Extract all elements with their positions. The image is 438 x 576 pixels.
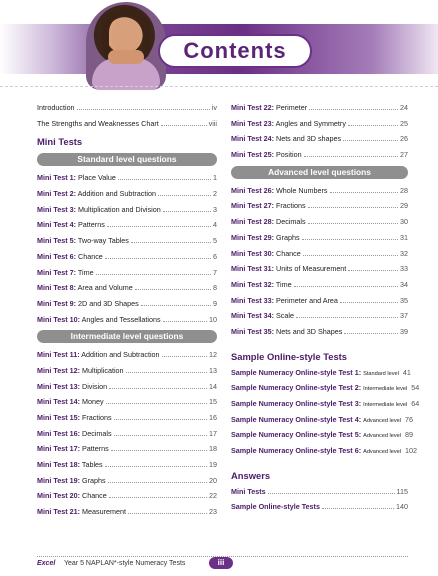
toc-entry-number: Mini Test 15: [37, 413, 80, 422]
toc-entry-page: 9 [213, 298, 217, 308]
advanced-list [231, 183, 408, 340]
toc-entry-label: Measurement [82, 507, 126, 517]
toc-entry-number: Mini Test 25: [231, 150, 274, 160]
toc-entry-number: Mini Test 14: [37, 397, 80, 407]
toc-entry-label: Area and Volume [77, 283, 133, 293]
toc-entry-number: Mini Test 13: [37, 381, 80, 391]
page-title: Contents [158, 34, 312, 68]
toc-entry-label: Position [276, 150, 302, 160]
dot-leader [111, 450, 207, 451]
toc-entry-number: Sample Numeracy Online-style Test 4: [231, 414, 362, 424]
dot-leader [296, 317, 398, 318]
toc-entry-label: Division [82, 381, 108, 391]
toc-entry-page: 25 [400, 118, 408, 128]
toc-entry-label: Scale [276, 311, 294, 321]
toc-entry-page: 33 [400, 264, 408, 274]
toc-entry-page: 102 [405, 446, 418, 456]
standard-list [37, 170, 217, 327]
toc-entry-number: Mini Test 17: [37, 444, 80, 454]
toc-entry[interactable] [231, 293, 408, 309]
toc-entry-number: Mini Test 32: [231, 279, 274, 289]
toc-entry[interactable] [37, 202, 217, 218]
toc-entry-page: 32 [400, 248, 408, 258]
page-footer [37, 556, 408, 571]
toc-entry-label: Units of Measurement [276, 264, 347, 274]
toc-entry[interactable] [231, 380, 420, 396]
toc-entry-label: Decimals [82, 428, 112, 438]
toc-entry-page: 41 [402, 367, 411, 377]
dot-leader [348, 270, 398, 271]
sample-list [231, 365, 420, 459]
toc-entry-number: Mini Test 20: [37, 491, 80, 501]
dot-leader [109, 388, 207, 389]
toc-entry-label: Tables [81, 460, 103, 470]
intermediate-level-heading: Intermediate level questions [37, 330, 217, 343]
toc-entry-page: 39 [400, 326, 408, 336]
toc-entry[interactable] [37, 363, 217, 379]
toc-entry-page: 29 [400, 201, 408, 211]
dot-leader [126, 372, 207, 373]
excel-logo: Excel [37, 560, 56, 567]
girl-photo [86, 2, 166, 90]
dot-leader [135, 289, 211, 290]
toc-entry-label: Perimeter [276, 103, 308, 112]
standard-level-heading: Standard level questions [37, 153, 217, 166]
toc-entry-page: 14 [209, 381, 217, 391]
toc-entry-label: Nets and 3D shapes [276, 134, 342, 144]
toc-entry-page: 20 [209, 475, 217, 485]
intermediate-list [37, 347, 217, 520]
toc-entry[interactable] [37, 394, 217, 410]
toc-entry-number: Mini Test 5: [37, 236, 77, 246]
toc-entry[interactable] [231, 214, 408, 230]
toc-entry[interactable] [231, 308, 408, 324]
intermediate-cont-list [231, 100, 408, 163]
dot-leader [107, 226, 211, 227]
toc-entry-page: 26 [400, 134, 408, 144]
toc-entry-number: Mini Tests [231, 486, 266, 496]
toc-entry-label: Multiplication [82, 365, 124, 375]
toc-entry-number: Mini Test 29: [231, 232, 274, 242]
toc-entry-page: 34 [400, 279, 408, 289]
toc-entry-label: Whole Numbers [276, 185, 328, 195]
dot-leader [114, 419, 207, 420]
toc-entry-number: Mini Test 35: [231, 326, 274, 336]
toc-entry-number: Mini Test 6: [37, 251, 77, 261]
toc-entry-number: Mini Test 12: [37, 365, 80, 375]
dot-leader [162, 356, 207, 357]
dot-leader [158, 195, 211, 196]
toc-entry-label: Standard level [363, 370, 399, 377]
dot-leader [308, 223, 398, 224]
toc-entry[interactable] [37, 265, 217, 281]
toc-entry-number: Mini Test 3: [37, 204, 77, 214]
toc-entry-label: Chance [276, 248, 301, 258]
toc-entry-label: Perimeter and Area [276, 295, 338, 305]
toc-entry-number: Mini Test 33: [231, 295, 274, 305]
dot-leader [294, 286, 398, 287]
dot-leader [268, 493, 395, 494]
toc-entry-page: 19 [209, 460, 217, 470]
toc-entry-label: Addition and Subtraction [77, 189, 156, 199]
dot-leader [348, 125, 398, 126]
toc-entry[interactable] [37, 426, 217, 442]
dot-leader [304, 156, 398, 157]
toc-entry-number: Mini Test 24: [231, 134, 274, 144]
answers-heading: Answers [231, 469, 271, 481]
toc-entry-page: 76 [405, 414, 414, 424]
toc-entry[interactable] [37, 457, 217, 473]
answers-list [231, 484, 408, 515]
dot-leader [302, 239, 398, 240]
toc-entry-number: Mini Test 26: [231, 185, 274, 195]
toc-entry-page: 15 [209, 397, 217, 407]
toc-entry-number: Mini Test 1: [37, 173, 77, 183]
toc-entry[interactable] [37, 379, 217, 395]
dot-leader [105, 258, 211, 259]
toc-entry-label: Graphs [276, 232, 300, 242]
toc-entry-label: Nets and 3D Shapes [276, 326, 343, 336]
toc-entry-label: Patterns [82, 444, 109, 454]
dot-leader [106, 403, 207, 404]
toc-entry[interactable] [231, 183, 408, 199]
toc-entry[interactable] [231, 484, 408, 500]
toc-entry-number: Mini Test 21: [37, 507, 80, 517]
toc-entry-label: Angles and Tessellations [81, 314, 161, 324]
toc-entry-number: Mini Test 28: [231, 217, 274, 227]
toc-entry[interactable]: The Strengths and Weaknesses Chart viii [37, 118, 217, 128]
toc-entry-number: Sample Numeracy Online-style Test 1: [231, 367, 362, 377]
toc-entry-page: 140 [396, 502, 408, 512]
toc-entry-label: Addition and Subtraction [81, 350, 160, 360]
toc-entry[interactable] [231, 365, 411, 381]
dot-leader [96, 274, 211, 275]
toc-entry-page: 4 [213, 220, 217, 230]
toc-entry[interactable] [37, 441, 217, 457]
toc-entry-page: 27 [400, 150, 408, 160]
toc-entry-number: Mini Test 23: [231, 118, 274, 128]
toc-entry-number: Mini Test 8: [37, 283, 77, 293]
toc-entry[interactable] [231, 100, 408, 116]
toc-entry-label: Chance [78, 251, 103, 261]
toc-entry-page: 16 [209, 413, 217, 422]
toc-entry-label: Advanced level [363, 417, 402, 424]
toc-entry-label: Chance [82, 491, 107, 501]
toc-entry[interactable] [231, 443, 418, 459]
toc-entry-number: Mini Test 16: [37, 428, 80, 438]
dot-leader [309, 109, 398, 110]
dot-leader [303, 255, 398, 256]
toc-entry-label: Advanced level [363, 449, 402, 456]
toc-entry[interactable] [231, 116, 408, 132]
toc-entry-page: 2 [213, 189, 217, 199]
page-number: iii [209, 557, 233, 569]
toc-entry-number: Mini Test 4: [37, 220, 77, 230]
toc-entry[interactable] [37, 410, 217, 426]
dot-leader [105, 466, 207, 467]
toc-entry-label: Fractions [82, 413, 112, 422]
toc-entry-page: 12 [209, 350, 217, 360]
right-column [231, 100, 420, 515]
toc-entry[interactable] [37, 473, 217, 489]
sample-tests-heading: Sample Online-style Tests [231, 350, 348, 362]
toc-entry-label: Multiplication and Division [78, 204, 161, 214]
toc-entry-label: Patterns [78, 220, 105, 230]
toc-entry[interactable] [231, 412, 414, 428]
toc-entry[interactable] [231, 261, 408, 277]
dot-leader [330, 192, 398, 193]
toc-entry-number: Mini Test 2: [37, 189, 77, 199]
dot-leader [131, 242, 211, 243]
toc-entry-number: Mini Test 19: [37, 475, 80, 485]
toc-entry-label: Angles and Symmetry [275, 118, 346, 128]
toc-entry-page: 13 [209, 365, 217, 375]
intro-list [37, 100, 217, 131]
toc-entry[interactable] [231, 131, 408, 147]
toc-entry[interactable] [37, 347, 217, 363]
toc-entry-page: 31 [400, 232, 408, 242]
toc-entry-number: Mini Test 11: [37, 350, 80, 360]
mini-tests-heading: Mini Tests [37, 136, 83, 148]
toc-entry-number: Mini Test 30: [231, 248, 274, 258]
toc-entry-page: 35 [400, 295, 408, 305]
toc-entry-page: 24 [400, 103, 408, 112]
toc-entry-number: Mini Test 27: [231, 201, 274, 211]
toc-entry-number: Sample Numeracy Online-style Test 3: [231, 399, 362, 408]
toc-entry-page: 23 [209, 507, 217, 517]
toc-entry-label: Two-way Tables [77, 236, 129, 246]
toc-entry-number: Mini Test 9: [37, 298, 77, 308]
dot-leader [163, 321, 207, 322]
toc-entry[interactable]: Introduction iv [37, 103, 217, 112]
header-divider [0, 86, 438, 88]
toc-entry[interactable] [37, 170, 217, 186]
toc-entry-number: Mini Test 22: [231, 103, 274, 112]
toc-entry-label: Fractions [276, 201, 306, 211]
toc-entry-page: 37 [400, 311, 408, 321]
dot-leader [343, 140, 398, 141]
toc-entry-page: 22 [209, 491, 217, 501]
toc-entry[interactable] [231, 198, 408, 214]
toc-entry[interactable] [37, 488, 217, 504]
toc-entry-label: Graphs [82, 475, 106, 485]
toc-entry[interactable] [231, 499, 408, 515]
toc-entry-page: 8 [213, 283, 217, 293]
toc-entry-number: Mini Test 18: [37, 460, 80, 470]
toc-entry-label: 2D and 3D Shapes [78, 298, 139, 308]
toc-entry-page: 115 [396, 486, 408, 496]
toc-entry[interactable] [37, 296, 217, 312]
toc-entry[interactable] [231, 324, 408, 340]
toc-entry-page: 54 [411, 383, 420, 393]
toc-entry-page: 64 [411, 399, 420, 408]
toc-entry[interactable] [231, 147, 408, 163]
toc-entry[interactable] [37, 186, 217, 202]
toc-entry-label: Money [82, 397, 104, 407]
dot-leader [141, 305, 211, 306]
toc-entry-label: Advanced level [363, 433, 402, 440]
toc-entry[interactable] [231, 396, 420, 412]
toc-entry[interactable] [231, 230, 408, 246]
toc-entry-page: 5 [213, 236, 217, 246]
toc-entry-label: Intermediate level [363, 402, 408, 408]
advanced-level-heading: Advanced level questions [231, 166, 408, 179]
dot-leader [344, 333, 398, 334]
toc-entry[interactable] [231, 246, 408, 262]
toc-entry-number: Mini Test 7: [37, 267, 77, 277]
toc-entry-page: 6 [213, 251, 217, 261]
toc-entry-number: Sample Numeracy Online-style Test 6: [231, 446, 362, 456]
toc-entry[interactable] [231, 277, 408, 293]
toc-entry-number: Sample Numeracy Online-style Test 5: [231, 430, 362, 440]
toc-entry-page: 7 [213, 267, 217, 277]
toc-entry[interactable] [231, 427, 414, 443]
toc-entry[interactable] [37, 233, 217, 249]
toc-entry-label: Intermediate level [363, 386, 408, 393]
toc-entry[interactable] [37, 312, 217, 328]
dot-leader [114, 435, 207, 436]
toc-entry[interactable] [37, 504, 217, 520]
book-title: Year 5 NAPLAN*-style Numeracy Tests [64, 560, 186, 567]
toc-entry[interactable] [37, 280, 217, 296]
toc-entry-number: Sample Online-style Tests [231, 502, 320, 512]
toc-entry-page: 17 [209, 428, 217, 438]
toc-entry-number: Mini Test 34: [231, 311, 274, 321]
toc-entry-page: 28 [400, 185, 408, 195]
dot-leader [308, 207, 398, 208]
toc-entry-label: Time [77, 267, 94, 277]
dot-leader [340, 302, 398, 303]
dot-leader [108, 482, 207, 483]
toc-entry-label: Decimals [276, 217, 306, 227]
toc-entry-page: 1 [213, 173, 217, 183]
toc-entry-number: Mini Test 31: [231, 264, 274, 274]
toc-entry[interactable] [37, 217, 217, 233]
toc-entry-page: 10 [209, 314, 217, 324]
toc-entry-number: Sample Numeracy Online-style Test 2: [231, 383, 362, 393]
toc-entry-label: Time [275, 279, 292, 289]
toc-entry-label: Place Value [78, 173, 116, 183]
toc-entry-page: 18 [209, 444, 217, 454]
toc-entry[interactable] [37, 249, 217, 265]
left-column [37, 100, 217, 520]
toc-entry-page: 30 [400, 217, 408, 227]
dot-leader [109, 497, 207, 498]
dot-leader [128, 513, 207, 514]
toc-entry-page: 89 [405, 430, 414, 440]
toc-entry-page: 3 [213, 204, 217, 214]
dot-leader [118, 179, 211, 180]
dot-leader [322, 508, 394, 509]
toc-entry-number: Mini Test 10: [37, 314, 80, 324]
dot-leader [163, 211, 211, 212]
